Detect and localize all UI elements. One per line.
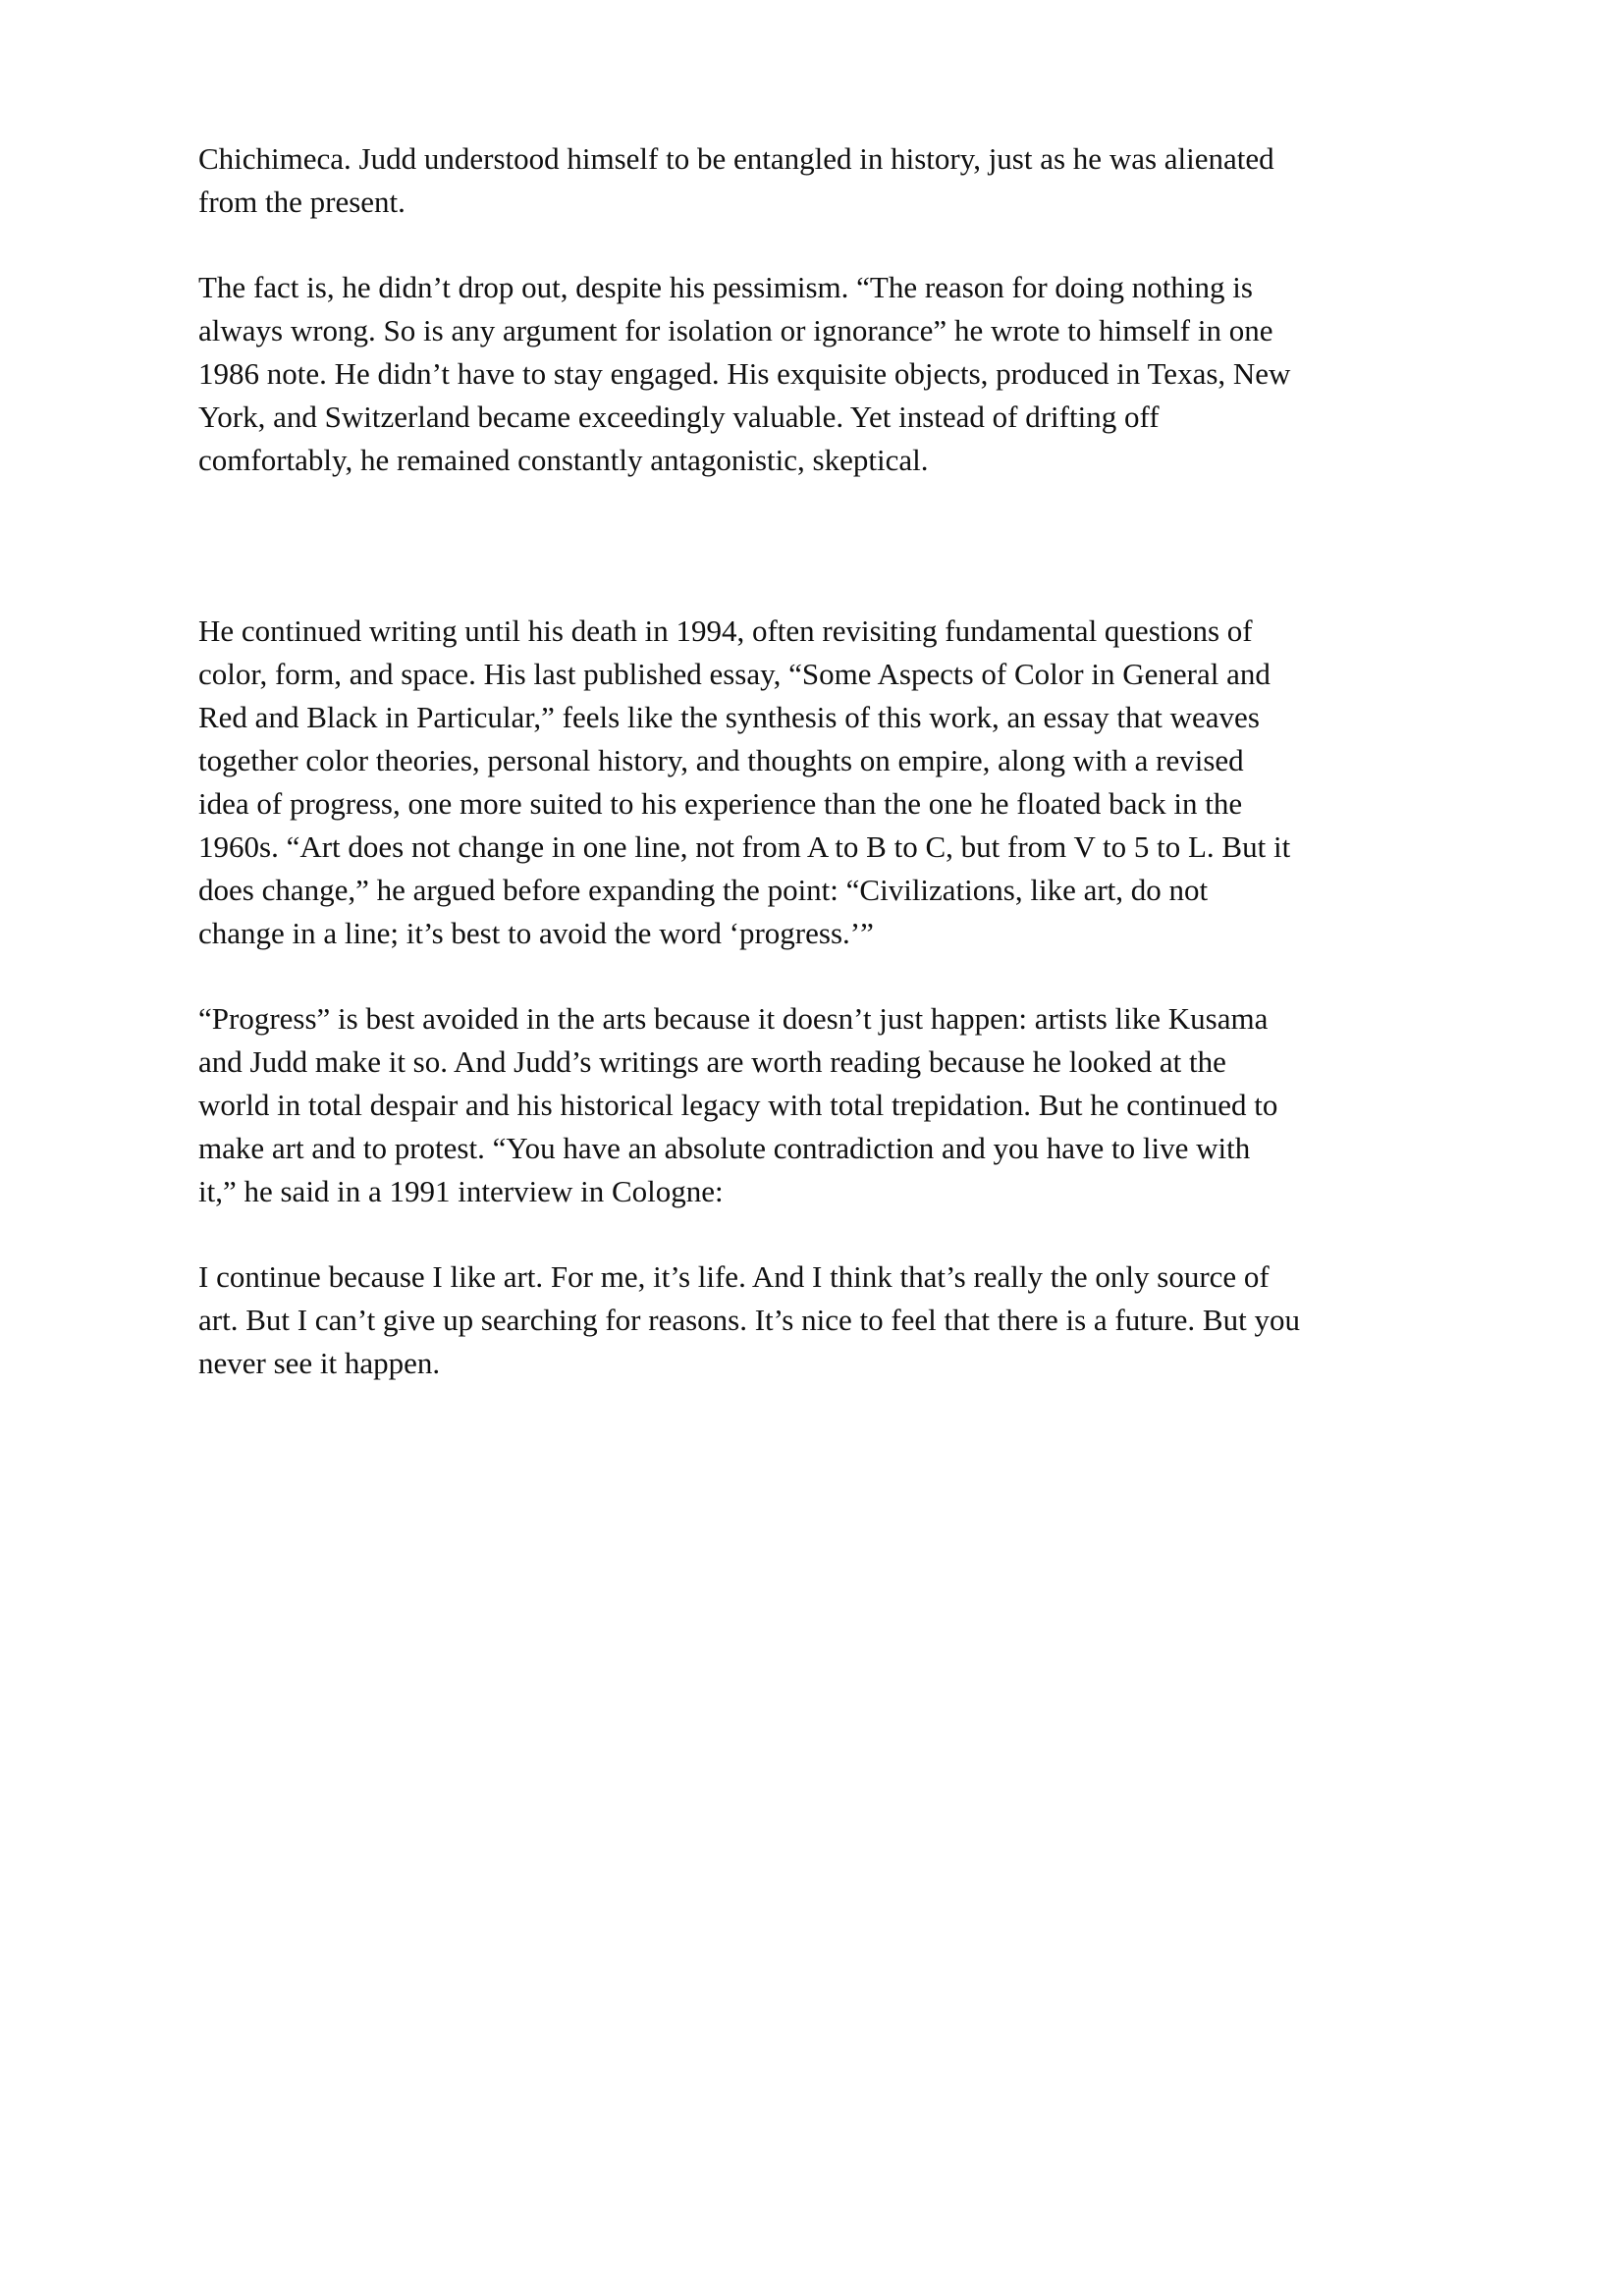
paragraph-5-quote (198, 1255, 1494, 1385)
paragraph-2 (198, 266, 1494, 482)
text-line: art. But I can’t give up searching for reasons. It’s nice to feel that there is a future. But you (198, 1303, 1300, 1337)
text-line: Red and Black in Particular,” feels like the synthesis of this work, an essay that weaves (198, 700, 1260, 734)
text-line: and Judd make it so. And Judd’s writings are worth reading because he looked at the (198, 1044, 1226, 1079)
text-line: comfortably, he remained constantly antagonistic, skeptical. (198, 443, 929, 477)
text-line: from the present. (198, 185, 406, 219)
document-body (198, 137, 1494, 1385)
paragraph-1 (198, 137, 1494, 224)
text-line: world in total despair and his historical legacy with total trepidation. But he continued to (198, 1088, 1278, 1122)
text-line: York, and Switzerland became exceedingly valuable. Yet instead of drifting off (198, 400, 1160, 434)
text-line: 1986 note. He didn’t have to stay engaged. His exquisite objects, produced in Texas, New (198, 356, 1291, 391)
text-line: I continue because I like art. For me, it’s life. And I think that’s really the only source of (198, 1259, 1270, 1294)
text-line: it,” he said in a 1991 interview in Cologne: (198, 1174, 724, 1208)
text-line: color, form, and space. His last published essay, “Some Aspects of Color in General and (198, 657, 1271, 691)
text-line: The fact is, he didn’t drop out, despite his pessimism. “The reason for doing nothing is (198, 270, 1253, 304)
text-line: never see it happen. (198, 1346, 441, 1380)
paragraph-3 (198, 610, 1494, 955)
text-line: idea of progress, one more suited to his experience than the one he floated back in the (198, 786, 1243, 821)
text-line: “Progress” is best avoided in the arts because it doesn’t just happen: artists like Kusama (198, 1001, 1269, 1036)
text-line: together color theories, personal history, and thoughts on empire, along with a revised (198, 743, 1244, 777)
text-line: Chichimeca. Judd understood himself to be entangled in history, just as he was alienated (198, 141, 1274, 176)
paragraph-4 (198, 997, 1494, 1213)
text-line: He continued writing until his death in 1994, often revisiting fundamental questions of (198, 614, 1253, 648)
text-line: does change,” he argued before expanding the point: “Civilizations, like art, do not (198, 873, 1209, 907)
text-line: make art and to protest. “You have an absolute contradiction and you have to live with (198, 1131, 1251, 1165)
text-line: always wrong. So is any argument for isolation or ignorance” he wrote to himself in one (198, 313, 1273, 347)
text-line: change in a line; it’s best to avoid the word ‘progress.’” (198, 916, 874, 950)
text-line: 1960s. “Art does not change in one line, not from A to B to C, but from V to 5 to L. But it (198, 829, 1291, 864)
